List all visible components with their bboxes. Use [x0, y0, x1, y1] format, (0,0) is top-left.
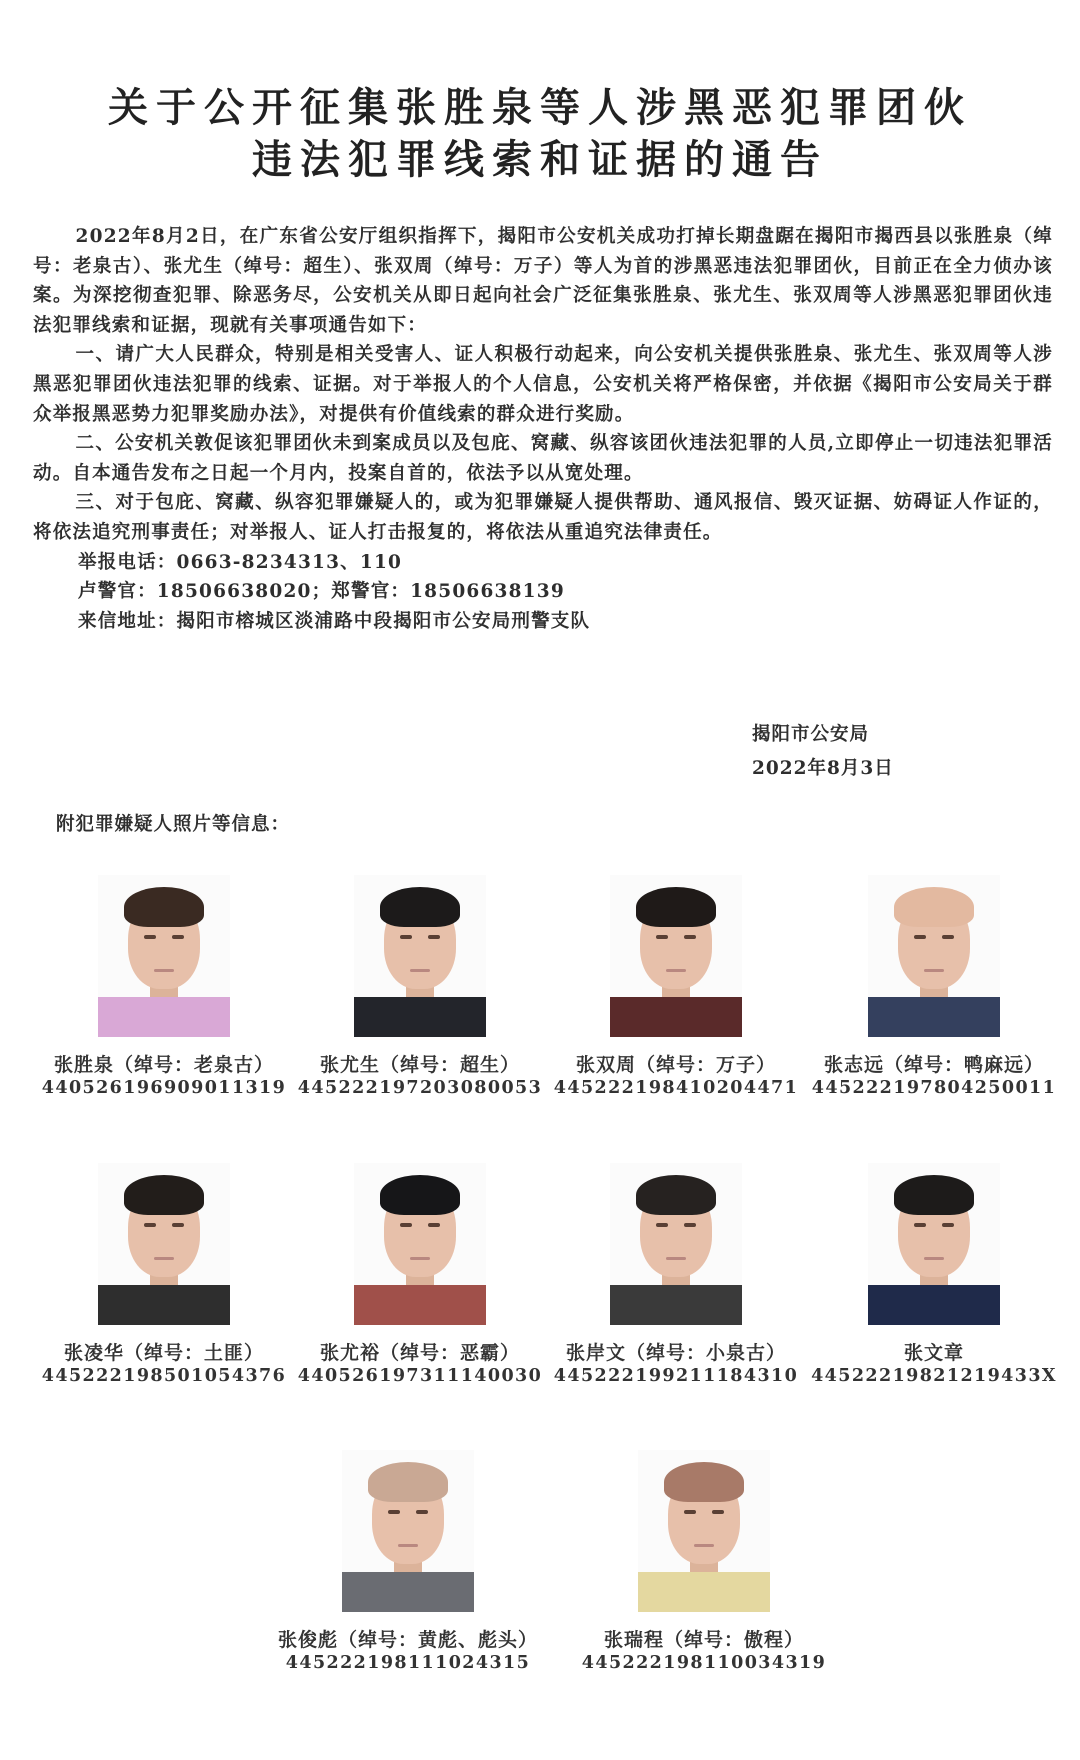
suspect-photo	[638, 1450, 770, 1612]
photo-hair	[664, 1462, 744, 1502]
photo-eye	[914, 935, 926, 939]
photo-eye	[684, 1223, 696, 1227]
photo-eye	[172, 1223, 184, 1227]
suspect-photo	[354, 1163, 486, 1325]
suspect-photo	[98, 875, 230, 1037]
suspect-card	[290, 875, 550, 1099]
photo-shirt	[98, 1285, 230, 1325]
suspect-card	[574, 1450, 834, 1674]
photo-hair	[636, 887, 716, 927]
mailing-address-text: 来信地址：揭阳市榕城区淡浦路中段揭阳市公安局刑警支队	[78, 610, 591, 632]
intro-paragraph: 2022年8月2日，在广东省公安厅组织指挥下，揭阳市公安机关成功打掉长期盘踞在揭阳市揭西县以张胜泉（绰号：老泉古）、张尤生（绰号：超生）、张双周（绰号：万子）等人为首的涉黑恶违法犯罪团伙，目前正在全力侦办该案。为深挖彻查犯罪、除恶务尽，公安机关从即日起向社会广泛征集张胜泉、张尤生、张双周等人涉黑恶犯罪团伙违法犯罪线索和证据，现就有关事项通告如下：	[33, 226, 1053, 336]
attachment-label: 附犯罪嫌疑人照片等信息：	[56, 814, 291, 835]
suspect-id-number: 445222198410204471	[553, 1078, 799, 1098]
photo-hair	[380, 1175, 460, 1215]
photo-mouth	[410, 969, 430, 972]
suspect-card	[278, 1450, 538, 1674]
suspect-name: 张凌华（绰号：土匪）	[63, 1342, 264, 1364]
photo-eye	[172, 935, 184, 939]
suspect-photo	[354, 875, 486, 1037]
suspect-photo	[868, 875, 1000, 1037]
suspect-name: 张胜泉（绰号：老泉古）	[53, 1054, 274, 1076]
suspect-id-number: 445222197203080053	[297, 1078, 543, 1098]
suspect-card	[34, 875, 294, 1099]
photo-eye	[400, 935, 412, 939]
photo-shirt	[354, 1285, 486, 1325]
photo-hair	[894, 887, 974, 927]
photo-hair	[124, 887, 204, 927]
suspect-name: 张俊彪（绰号：黄彪、彪头）	[278, 1629, 539, 1651]
photo-shirt	[638, 1572, 770, 1612]
notice-title-line-2: 违法犯罪线索和证据的通告	[252, 136, 828, 183]
notice-body	[33, 222, 1053, 636]
suspect-photo	[610, 1163, 742, 1325]
suspect-card	[546, 875, 806, 1099]
photo-mouth	[666, 1257, 686, 1260]
photo-hair	[124, 1175, 204, 1215]
photo-eye	[656, 935, 668, 939]
photo-eye	[656, 1223, 668, 1227]
suspect-name: 张尤裕（绰号：恶霸）	[319, 1342, 520, 1364]
photo-hair	[894, 1175, 974, 1215]
photo-eye	[914, 1223, 926, 1227]
photo-shirt	[868, 1285, 1000, 1325]
suspect-name: 张瑞程（绰号：傲程）	[603, 1629, 804, 1651]
photo-eye	[942, 935, 954, 939]
photo-eye	[144, 1223, 156, 1227]
photo-eye	[428, 1223, 440, 1227]
suspect-card	[546, 1163, 806, 1387]
hotline-text: 举报电话：0663-8234313、110	[78, 551, 403, 573]
notice-title-line-1: 关于公开征集张胜泉等人涉黑恶犯罪团伙	[108, 84, 972, 131]
photo-mouth	[410, 1257, 430, 1260]
photo-eye	[144, 935, 156, 939]
photo-eye	[942, 1223, 954, 1227]
signature-date: 2022年8月3日	[752, 758, 894, 779]
suspect-photo	[98, 1163, 230, 1325]
suspect-photo	[610, 875, 742, 1037]
photo-shirt	[354, 997, 486, 1037]
photo-eye	[712, 1510, 724, 1514]
photo-hair	[636, 1175, 716, 1215]
suspect-id-number: 440526196909011319	[41, 1078, 287, 1098]
suspect-name: 张文章	[903, 1342, 964, 1364]
photo-mouth	[666, 969, 686, 972]
photo-mouth	[154, 1257, 174, 1260]
photo-eye	[416, 1510, 428, 1514]
suspect-card	[804, 1163, 1064, 1387]
suspect-card	[804, 875, 1064, 1099]
suspect-id-number: 440526197311140030	[297, 1366, 543, 1386]
photo-mouth	[154, 969, 174, 972]
suspect-id-number: 445222199211184310	[553, 1366, 799, 1386]
suspect-photo	[868, 1163, 1000, 1325]
suspect-id-number: 445222197804250011	[811, 1078, 1057, 1098]
suspect-name: 张双周（绰号：万子）	[575, 1054, 776, 1076]
photo-hair	[380, 887, 460, 927]
photo-eye	[428, 935, 440, 939]
photo-eye	[388, 1510, 400, 1514]
photo-hair	[368, 1462, 448, 1502]
photo-mouth	[924, 1257, 944, 1260]
photo-eye	[684, 1510, 696, 1514]
item-three-paragraph: 三、对于包庇、窝藏、纵容犯罪嫌疑人的，或为犯罪嫌疑人提供帮助、通风报信、毁灭证据、妨碍证人作证的，将依法追究刑事责任；对举报人、证人打击报复的，将依法从重追究法律责任。	[33, 492, 1053, 543]
suspect-photo	[342, 1450, 474, 1612]
photo-mouth	[694, 1544, 714, 1547]
photo-shirt	[98, 997, 230, 1037]
photo-shirt	[610, 997, 742, 1037]
item-two-paragraph: 二、公安机关敦促该犯罪团伙未到案成员以及包庇、窝藏、纵容该团伙违法犯罪的人员,立即停止一切违法犯罪活动。自本通告发布之日起一个月内，投案自首的，依法予以从宽处理。	[33, 433, 1053, 484]
photo-eye	[684, 935, 696, 939]
photo-eye	[400, 1223, 412, 1227]
suspect-id-number: 445222198111024315	[285, 1653, 531, 1673]
officer-phones-text: 卢警官：18506638020；郑警官：18506638139	[78, 581, 565, 603]
suspect-name: 张志远（绰号：鸭麻远）	[823, 1054, 1044, 1076]
photo-shirt	[610, 1285, 742, 1325]
suspect-card	[34, 1163, 294, 1387]
photo-mouth	[924, 969, 944, 972]
item-one-paragraph: 一、请广大人民群众，特别是相关受害人、证人积极行动起来，向公安机关提供张胜泉、张尤生、张双周等人涉黑恶犯罪团伙违法犯罪的线索、证据。对于举报人的个人信息，公安机关将严格保密，并依据《揭阳市公安局关于群众举报黑恶势力犯罪奖励办法》，对提供有价值线索的群众进行奖励。	[33, 344, 1053, 425]
photo-mouth	[398, 1544, 418, 1547]
photo-shirt	[342, 1572, 474, 1612]
signature-org: 揭阳市公安局	[752, 724, 870, 745]
suspect-id-number: 445222198110034319	[581, 1653, 827, 1673]
photo-shirt	[868, 997, 1000, 1037]
suspect-id-number: 445222198501054376	[41, 1366, 287, 1386]
suspect-name: 张岸文（绰号：小泉古）	[565, 1342, 786, 1364]
suspect-card	[290, 1163, 550, 1387]
suspect-name: 张尤生（绰号：超生）	[319, 1054, 520, 1076]
suspect-id-number: 44522219821219433X	[811, 1366, 1057, 1386]
